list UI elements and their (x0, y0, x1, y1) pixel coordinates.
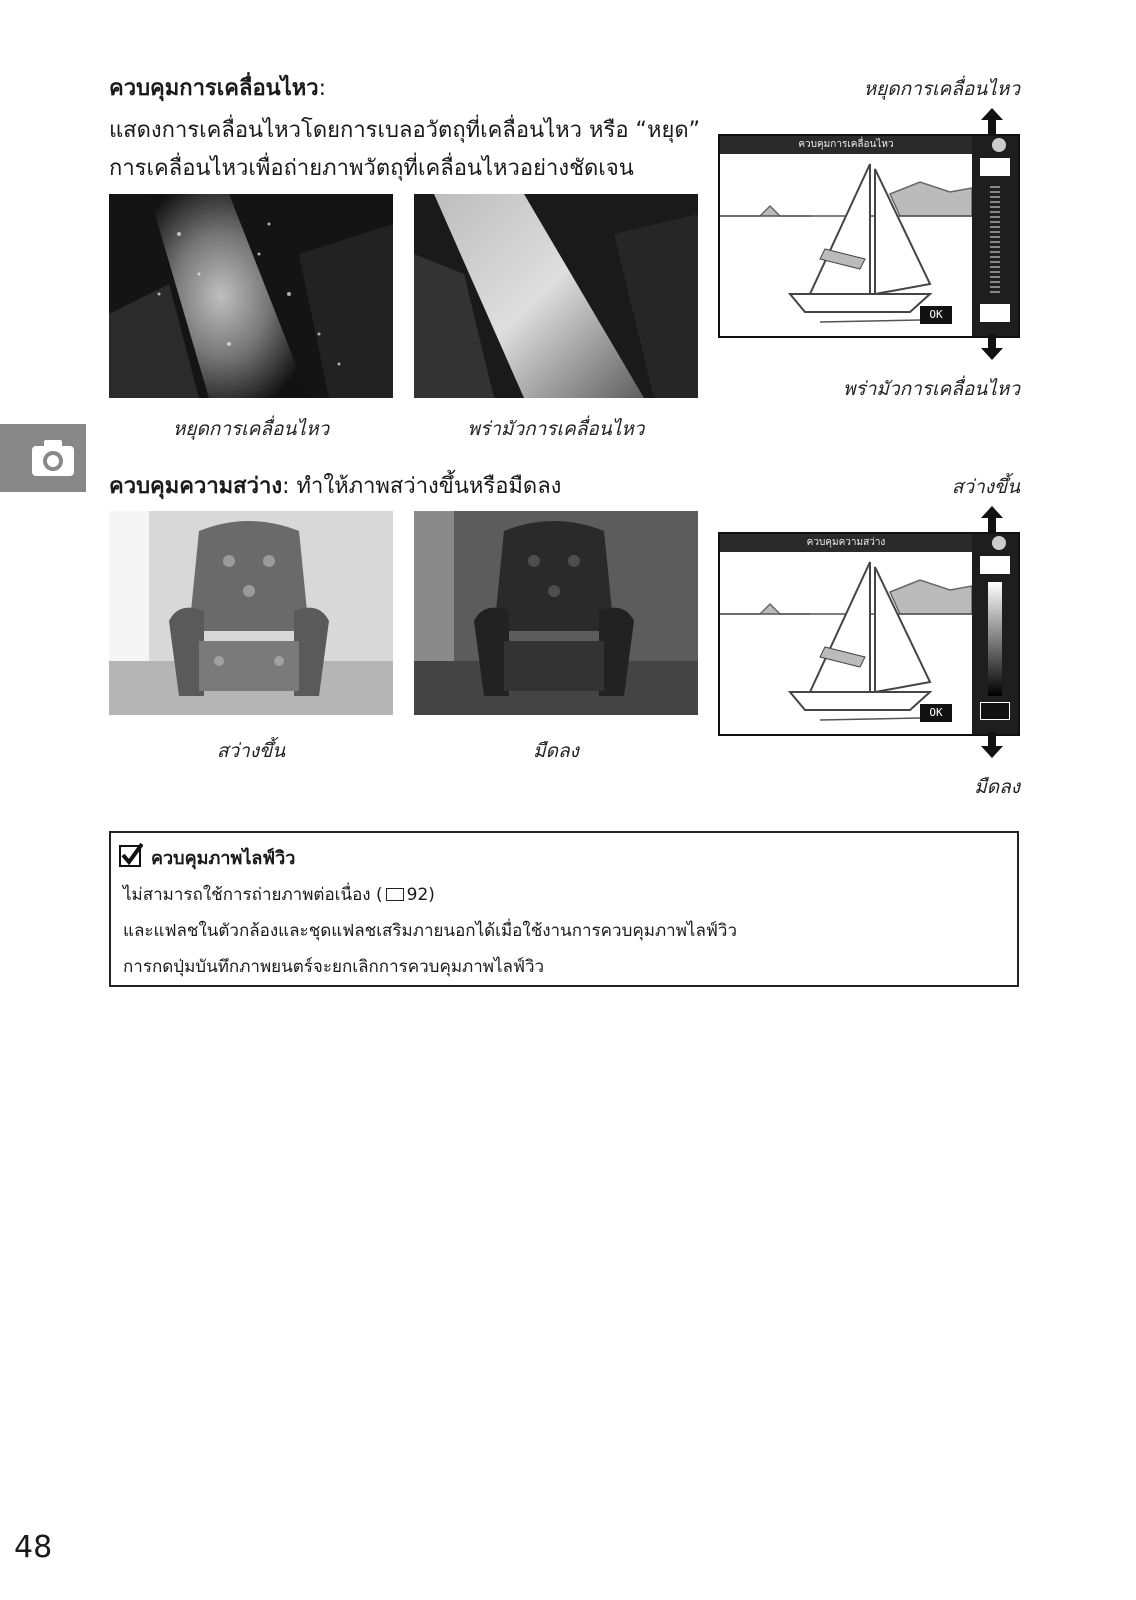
brightness-arrow-top-label: สว่างขึ้น (951, 476, 1020, 498)
brightness-photo-left-caption: สว่างขึ้น (216, 740, 286, 762)
motion-screen-title: ควบคุมการเคลื่อนไหว (720, 136, 972, 154)
ok-button[interactable]: OK (920, 306, 952, 324)
motion-control-screen (718, 134, 1020, 338)
armchair-dark-photo (414, 511, 698, 715)
brightness-slider-panel[interactable] (972, 534, 1018, 734)
book-ref-icon (386, 888, 404, 901)
ok-button[interactable]: OK (920, 704, 952, 722)
note-line2: และแฟลชในตัวกล้องและชุดแฟลชเสริมภายนอกได้เมื่อใช้งานการควบคุมภาพไลฟ์วิว (123, 921, 738, 941)
check-icon (119, 843, 143, 867)
dark-subject-icon (980, 702, 1010, 720)
note-line1-text: ไม่สามารถใช้การถ่ายภาพต่อเนื่อง ( (123, 885, 383, 905)
camera-icon (30, 438, 76, 478)
waterfall-blurred-photo (414, 194, 698, 398)
motion-arrow-top-label: หยุดการเคลื่อนไหว (863, 78, 1020, 100)
motion-slider-track[interactable] (990, 186, 1000, 296)
motion-desc-line1: แสดงการเคลื่อนไหวโดยการเบลอวัตถุที่เคลื่อนไหว หรือ “หยุด” (109, 118, 701, 143)
down-arrow-icon (981, 334, 1003, 364)
motion-photo-left-caption: หยุดการเคลื่อนไหว (172, 418, 330, 440)
note-line1-ref: 92) (406, 885, 435, 905)
motion-arrow-bottom-label: พร่ามัวการเคลื่อนไหว (843, 378, 1020, 400)
motion-heading (109, 72, 326, 106)
note-line1 (123, 881, 435, 908)
motion-title: ควบคุมการเคลื่อนไหว (109, 76, 319, 101)
brightness-arrow-bottom-label: มืดลง (974, 776, 1020, 798)
brightness-screen-title: ควบคุมความสว่าง (720, 534, 972, 552)
motion-colon: : (318, 76, 327, 101)
brightness-heading (109, 470, 561, 504)
armchair-bright-photo (109, 511, 393, 715)
down-arrow-icon (981, 732, 1003, 762)
chapter-tab (0, 424, 86, 492)
note-title: ควบคุมภาพไลฟ์วิว (151, 848, 296, 869)
reset-icon[interactable] (992, 536, 1006, 550)
brightness-desc: : ทำให้ภาพสว่างขึ้นหรือมืดลง (282, 474, 562, 499)
motion-slider-panel[interactable] (972, 136, 1018, 336)
brightness-slider-track[interactable] (988, 582, 1002, 696)
brightness-title: ควบคุมความสว่าง (109, 474, 283, 499)
brightness-photo-right-caption: มืดลง (533, 740, 579, 762)
brightness-control-screen (718, 532, 1020, 736)
page-number: 48 (14, 1530, 53, 1565)
live-view-note-box (109, 831, 1019, 987)
reset-icon[interactable] (992, 138, 1006, 152)
subject-blur-icon (980, 304, 1010, 322)
motion-photo-right-caption: พร่ามัวการเคลื่อนไหว (467, 418, 645, 440)
waterfall-frozen-photo (109, 194, 393, 398)
note-line3: การกดปุ่มบันทึกภาพยนตร์จะยกเลิกการควบคุมภาพไลฟ์วิว (123, 957, 545, 977)
subject-still-icon (980, 158, 1010, 176)
motion-desc-line2: การเคลื่อนไหวเพื่อถ่ายภาพวัตถุที่เคลื่อนไหวอย่างชัดเจน (109, 156, 634, 181)
bright-subject-icon (980, 556, 1010, 574)
